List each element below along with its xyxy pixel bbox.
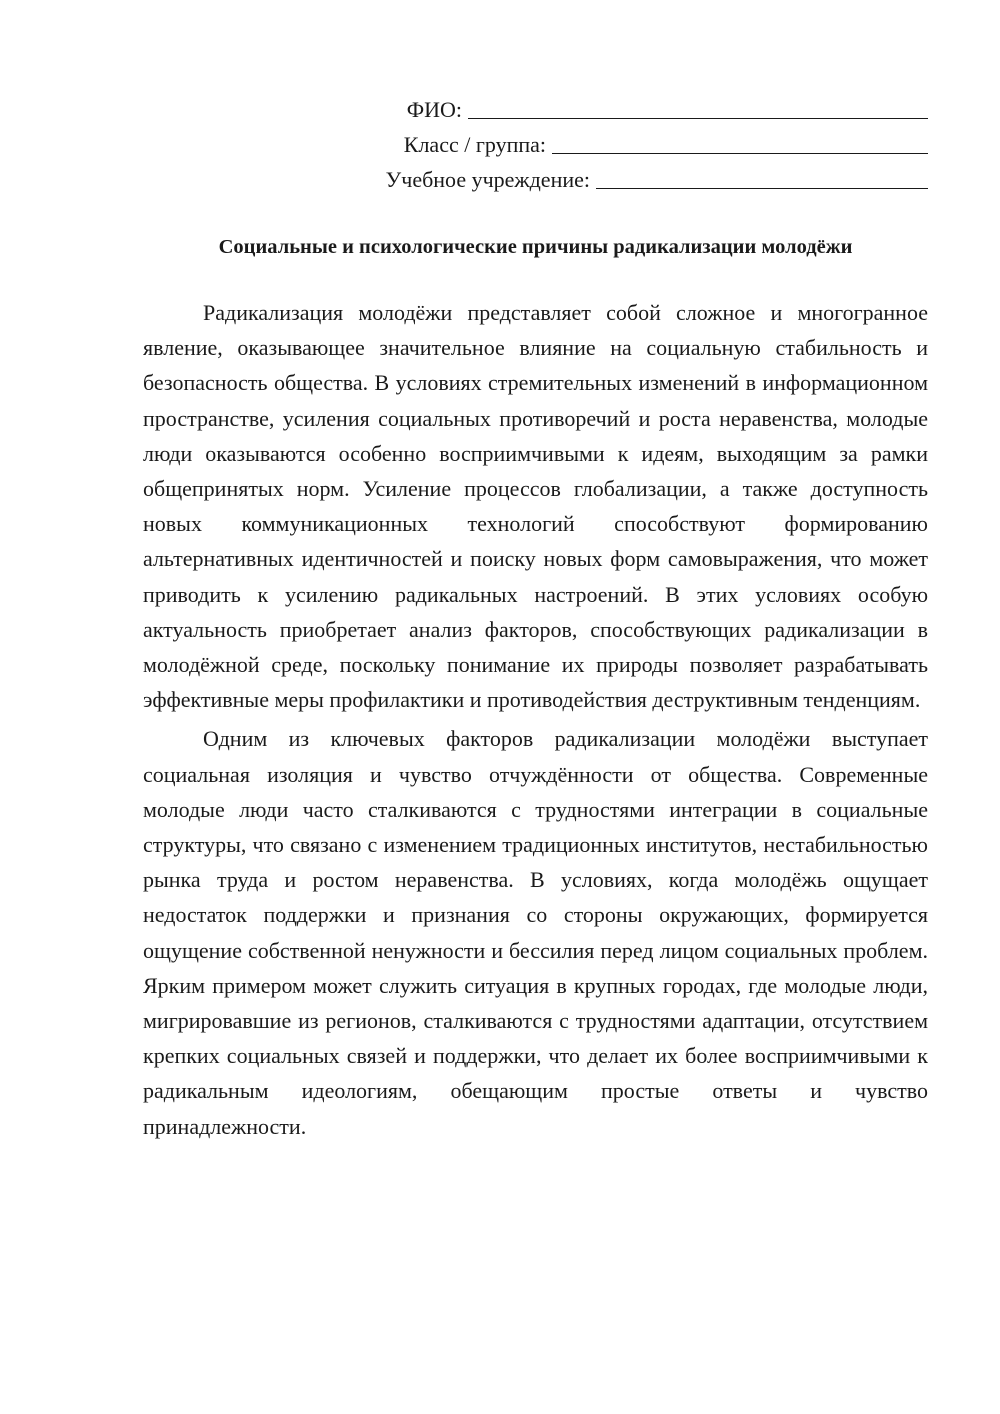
school-label: Учебное учреждение: [385,167,590,192]
paragraph: Одним из ключевых факторов радикализации молодёжи выступает социальная изоляция и чувство отчуждённости от общества. Современные молодые люди часто сталкиваются с трудностями интеграции в социальные структуры, что связано с изменением традиционных институтов, нестабильностью рынка труда и ростом неравенства. В условиях, когда молодёжь ощущает недостаток поддержки и признания со стороны окружающих, формируется ощущение собственной ненужности и бессилия перед лицом социальных проблем. Ярким примером может служить ситуация в крупных городах, где молодые люди, мигрировавшие из регионов, сталкиваются с трудностями адаптации, отсутствием крепких социальных связей и поддержки, что делает их более восприимчивыми к радикальным идеологиям, обещающим простые ответы и чувство принадлежности. [143,726,928,1139]
fio-blank-line [468,96,928,119]
school-blank-line [596,166,928,189]
school-field [368,162,928,197]
document-body [143,295,928,1148]
fio-label: ФИО: [406,97,462,122]
document-title: Социальные и психологические причины радикализации молодёжи [218,236,853,258]
class-blank-line [552,131,928,154]
class-field [368,127,928,162]
student-info-block [368,92,928,197]
class-label: Класс / группа: [403,132,546,157]
fio-field [368,92,928,127]
paragraph: Радикализация молодёжи представляет собой сложное и многогранное явление, оказывающее значительное влияние на социальную стабильность и безопасность общества. В условиях стремительных изменений в информационном пространстве, усиления социальных противоречий и роста неравенства, молодые люди оказываются особенно восприимчивыми к идеям, выходящим за рамки общепринятых норм. Усиление процессов глобализации, а также доступность новых коммуникационных технологий способствуют формированию альтернативных идентичностей и поиску новых форм самовыражения, что может приводить к усилению радикальных настроений. В этих условиях особую актуальность приобретает анализ факторов, способствующих радикализации в молодёжной среде, поскольку понимание их природы позволяет разрабатывать эффективные меры профилактики и противодействия деструктивным тенденциям. [143,300,928,713]
